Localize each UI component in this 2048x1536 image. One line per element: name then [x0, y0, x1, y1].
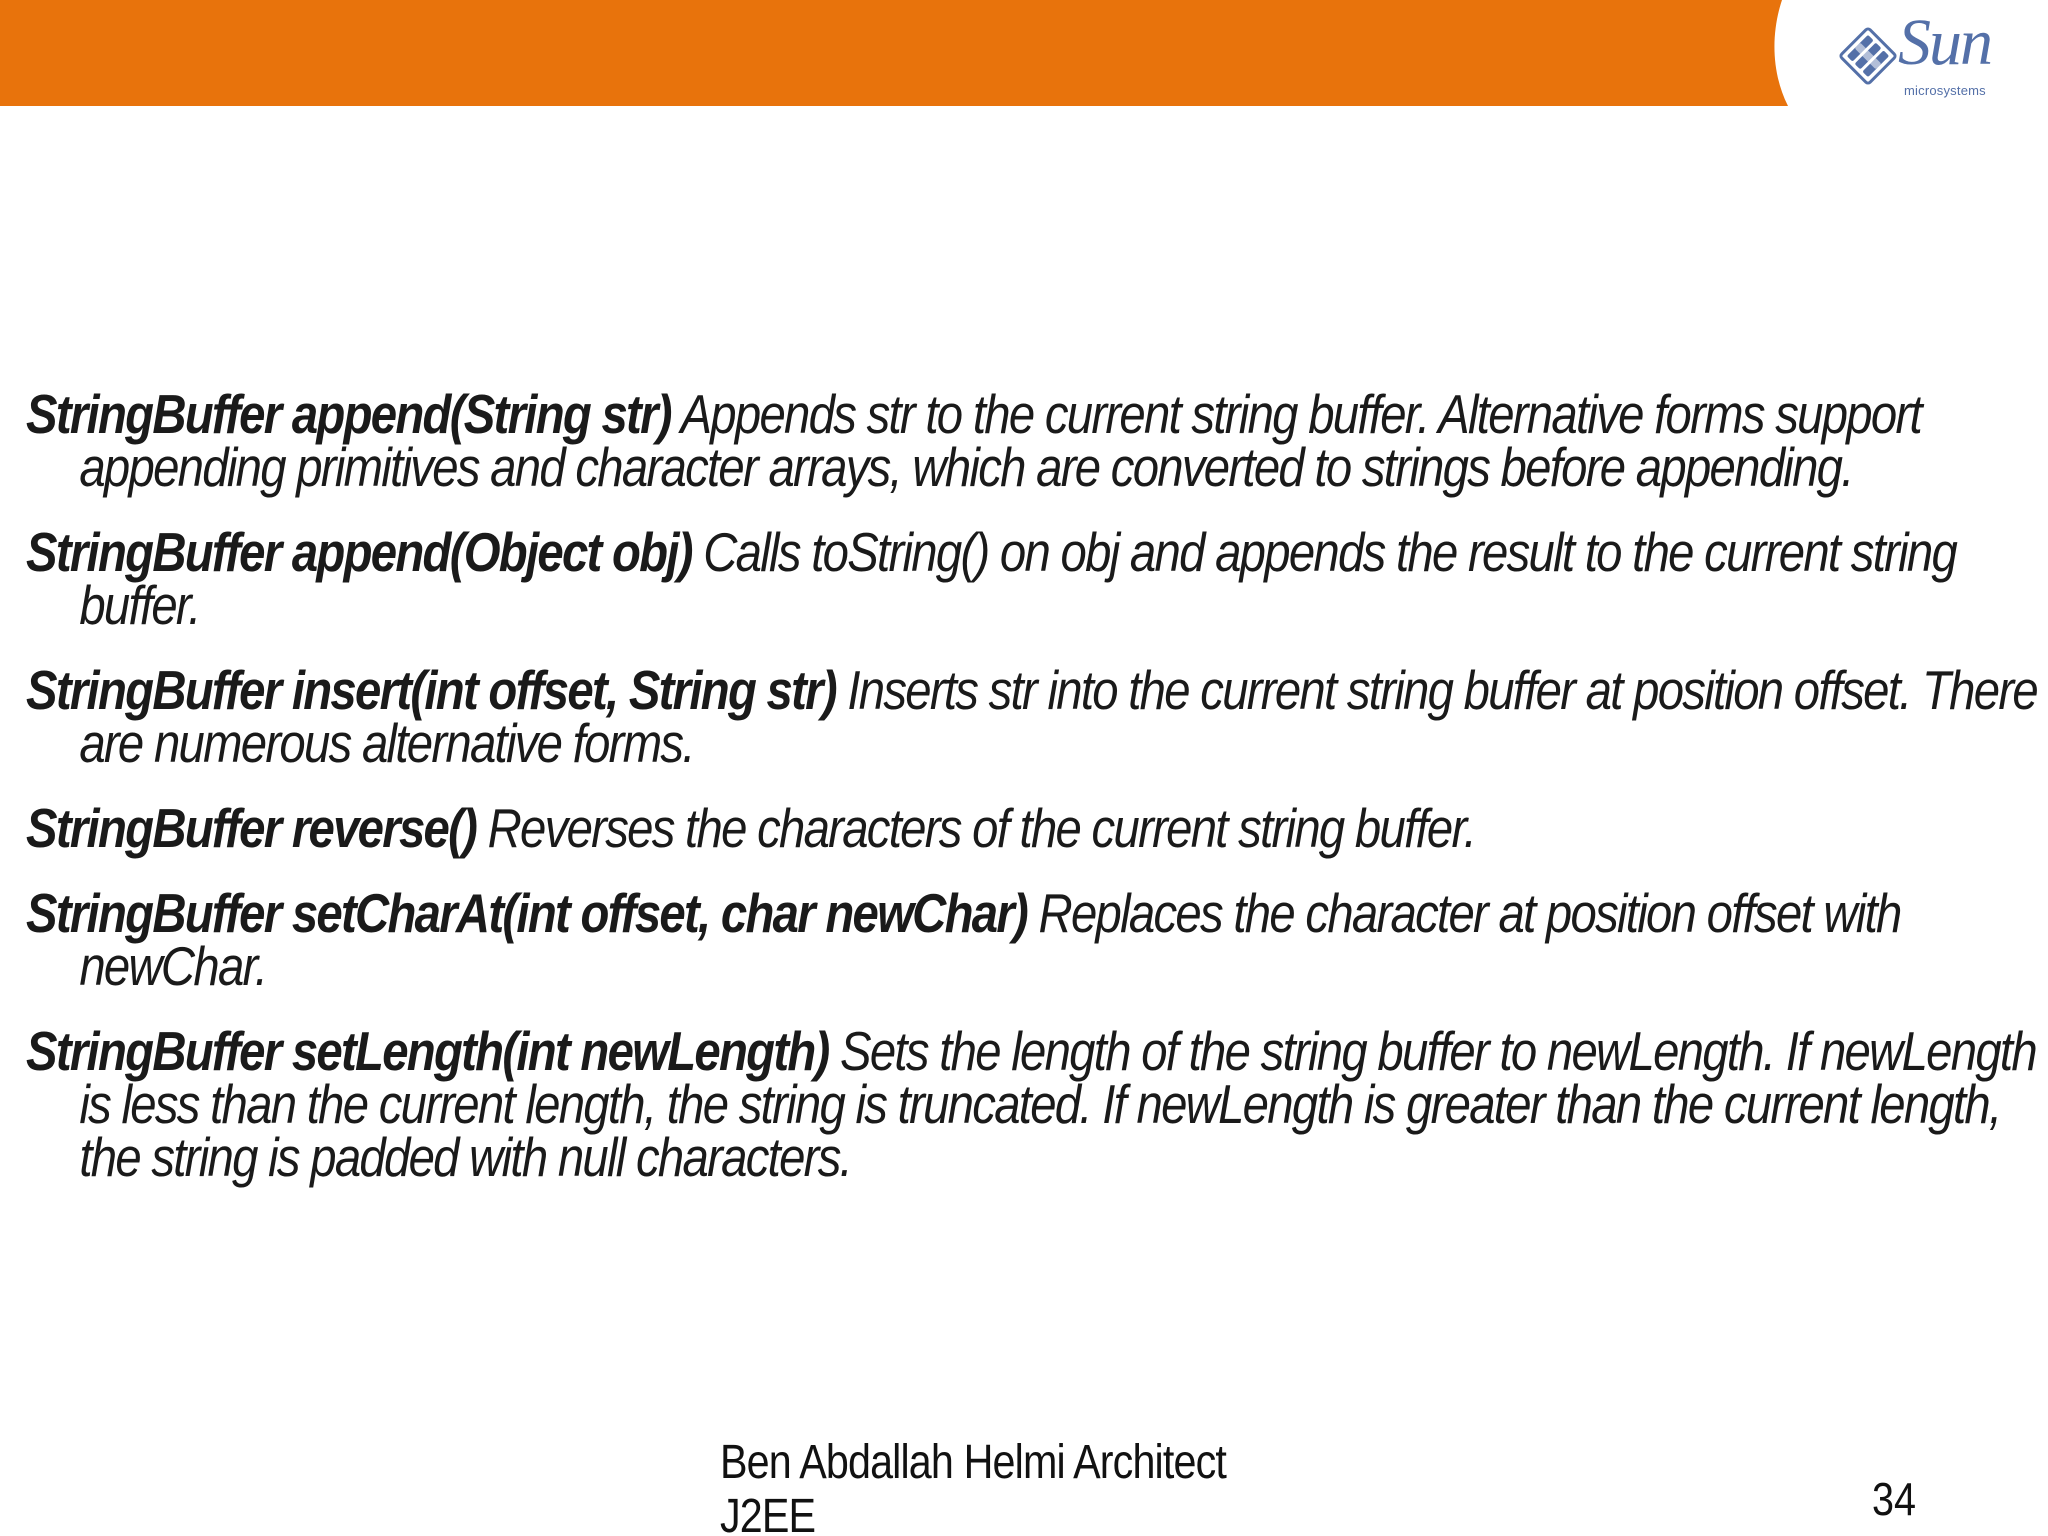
method-entry-insert [26, 659, 2048, 774]
method-entry-append-string [26, 383, 2048, 498]
logo-subtitle: microsystems [1904, 83, 1986, 98]
sun-logo-mark-icon [1836, 24, 1900, 88]
page-number: 34 [1872, 1473, 1917, 1525]
method-description: Reverses the characters of the current string buffer. [487, 797, 1476, 859]
method-description: Appends str to the current string buffer. Alternative forms support appending primitives and character arrays, which are converted to strings before appending. [79, 383, 1921, 498]
logo-wordmark: Sun [1898, 6, 1991, 79]
method-description: Replaces the character at position offset with newChar. [79, 882, 1901, 997]
footer-author: Ben Abdallah Helmi Architect J2EE [720, 1436, 1226, 1536]
method-signature: StringBuffer setCharAt(int offset, char newChar) [26, 882, 1028, 944]
method-entry-append-object [26, 521, 2048, 636]
method-signature: StringBuffer reverse() [26, 797, 477, 859]
method-description: Sets the length of the string buffer to newLength. If newLength is less than the current length, the string is truncated. If newLength is greater than the current length, the string is padded with null characters. [79, 1020, 2036, 1188]
method-entry-reverse [26, 797, 2048, 859]
method-signature: StringBuffer append(Object obj) [26, 521, 692, 583]
method-description: Calls toString() on obj and appends the result to the current string buffer. [79, 521, 1957, 636]
header-band-shape [0, 0, 2048, 106]
method-signature: StringBuffer insert(int offset, String str) [26, 659, 836, 721]
method-signature: StringBuffer setLength(int newLength) [26, 1020, 829, 1082]
sun-microsystems-logo [1836, 6, 2008, 98]
method-description: Inserts str into the current string buffer at position offset. There are numerous alternative forms. [79, 659, 2037, 774]
header-band [0, 0, 2048, 106]
method-entry-setlength [26, 1020, 2048, 1188]
method-list [26, 383, 2037, 1216]
method-signature: StringBuffer append(String str) [26, 383, 671, 445]
method-entry-setcharat [26, 882, 2048, 997]
